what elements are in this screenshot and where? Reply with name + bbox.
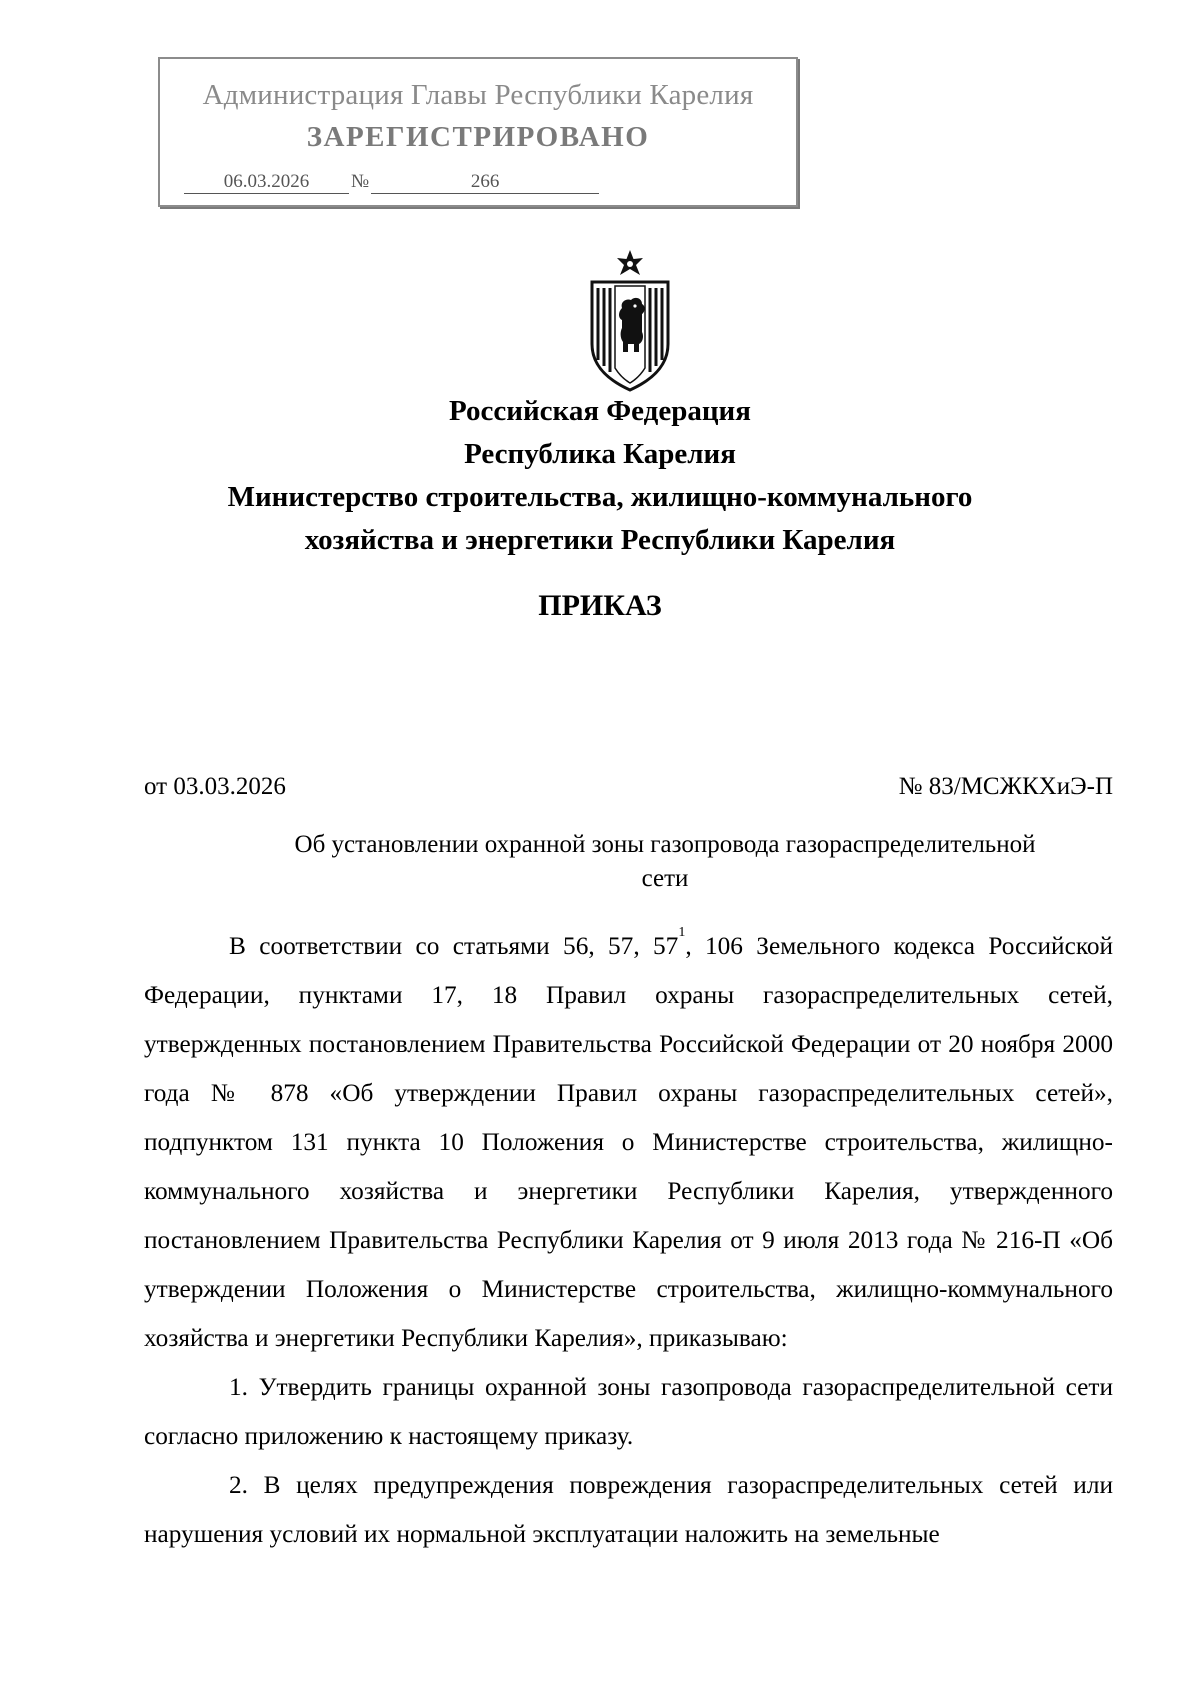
republic-heading: Республика Карелия	[464, 438, 736, 470]
karelia-coat-of-arms-icon	[582, 248, 678, 394]
registration-stamp	[158, 57, 798, 207]
order-date: от 03.03.2026	[144, 773, 286, 800]
document-type-title: ПРИКАЗ	[538, 589, 662, 622]
order-body	[144, 922, 1113, 1559]
stamp-authority: Администрация Главы Республики Карелия	[202, 79, 754, 111]
country-heading: Российская Федерация	[449, 395, 751, 427]
preamble-text-rest: , 106 Земельного кодекса Российской Федерации, пунктами 17, 18 Правил охраны газораспределительных сетей, утвержденных постановлением Правительства Российской Федерации от 20 ноября 2000 года № 878 «Об утверждении Правил охраны газораспределительных сетей», подпунктом 131 пункта 10 Положения о Министерстве строительства, жилищно-коммунального хозяйства и энергетики Республики Карелия, утвержденного постановлением Правительства Республики Карелия от 9 июля 2013 года № 216-П «Об утверждении Положения о Министерстве строительства, жилищно-коммунального хозяйства и энергетики Республики Карелия», приказываю:	[144, 932, 1114, 1352]
stamp-registration-line	[184, 171, 599, 194]
article-superscript: 1	[678, 925, 686, 940]
stamp-registered: ЗАРЕГИСТРИРОВАНО	[306, 121, 650, 153]
ministry-heading-line2: хозяйства и энергетики Республики Карелия	[304, 524, 896, 556]
stamp-date: 06.03.2026	[184, 171, 349, 194]
stamp-number-sign: №	[351, 171, 370, 192]
subject-line1: Об установлении охранной зоны газопровода газораспределительной	[294, 831, 1036, 858]
order-subject	[230, 828, 1100, 896]
paragraph-item-1: 1. Утвердить границы охранной зоны газопровода газораспределительной сети согласно приложению к настоящему приказу.	[144, 1373, 1113, 1450]
order-number: № 83/МСЖКХиЭ-П	[898, 773, 1113, 800]
paragraph-item-2: 2. В целях предупреждения повреждения газораспределительных сетей или нарушения условий их нормальной эксплуатации наложить на земельные	[144, 1471, 1113, 1548]
preamble-text-start: В соответствии со статьями 56, 57, 57	[229, 932, 679, 960]
paragraph-preamble	[144, 922, 1113, 1363]
ministry-heading-line1: Министерство строительства, жилищно-коммунального	[227, 481, 973, 513]
subject-line2: сети	[641, 865, 689, 892]
stamp-number: 266	[371, 171, 599, 194]
